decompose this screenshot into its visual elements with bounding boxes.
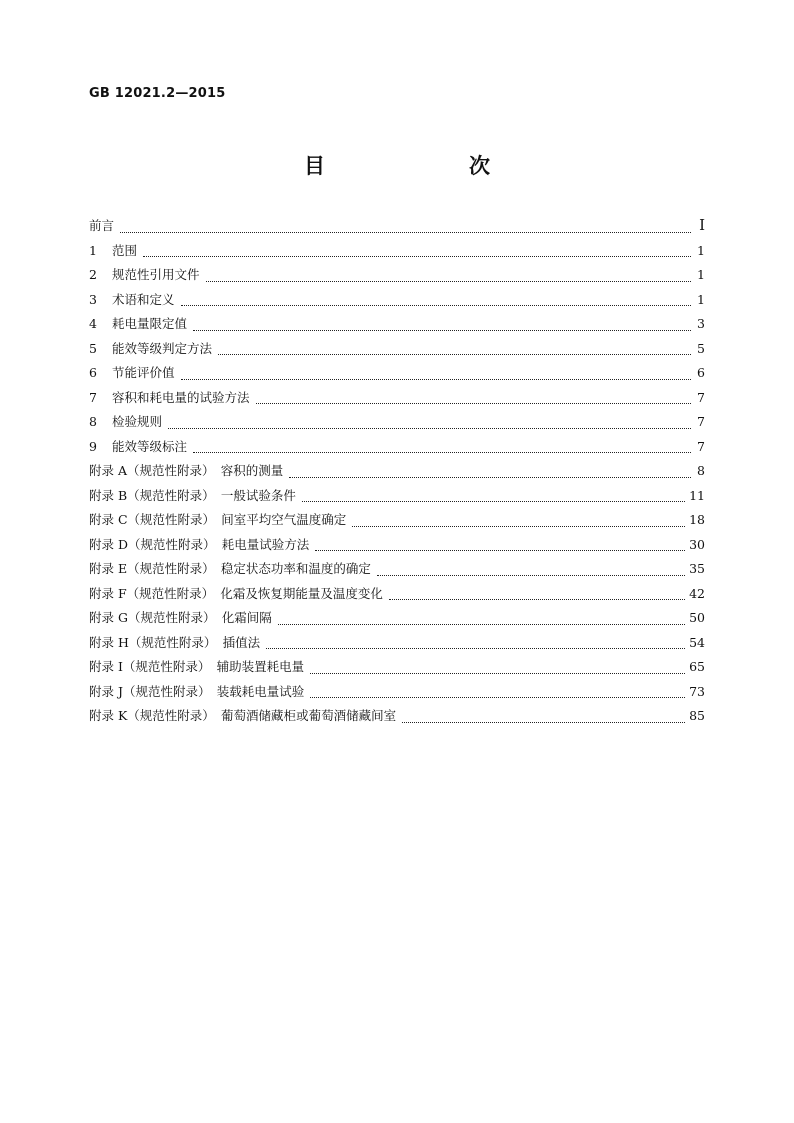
toc-entry-page: 85: [689, 708, 705, 723]
toc-leader-dots: [389, 597, 685, 600]
toc-entry-3[interactable]: [89, 290, 705, 315]
toc-leader-dots: [256, 401, 691, 404]
toc-entry-page: Ⅰ: [699, 216, 705, 234]
toc-leader-dots: [310, 695, 685, 698]
toc-entry-annex-f[interactable]: [89, 584, 705, 609]
toc-entry-page: 1: [697, 267, 705, 282]
toc-entry-number: 3: [89, 291, 97, 307]
toc-entry-label: 容积和耗电量的试验方法: [112, 389, 250, 405]
toc-entry-number: 4: [89, 316, 97, 331]
toc-entry-1[interactable]: [89, 241, 705, 266]
toc-entry-page: 42: [689, 585, 705, 601]
toc-entry-2[interactable]: [89, 265, 705, 290]
toc-leader-dots: [315, 548, 685, 551]
toc-entry-annex-e[interactable]: [89, 559, 705, 584]
toc-entry-label: 附录 G（规范性附录） 化霜间隔: [89, 610, 272, 625]
toc-leader-dots: [377, 573, 685, 576]
toc-entry-page: 18: [689, 512, 705, 527]
toc-entry-label: 附录 I（规范性附录） 辅助装置耗电量: [89, 659, 305, 674]
toc-entry-label: 附录 F（规范性附录） 化霜及恢复期能量及温度变化: [89, 585, 383, 601]
toc-entry-annex-b[interactable]: [89, 486, 705, 511]
toc-entry-page: 7: [697, 438, 705, 454]
toc-leader-dots: [206, 279, 691, 282]
toc-entry-label: 附录 B（规范性附录） 一般试验条件: [89, 487, 296, 503]
toc-entry-6[interactable]: [89, 363, 705, 388]
toc-entry-label: 附录 C（规范性附录） 间室平均空气温度确定: [89, 512, 347, 527]
toc-entry-number: 9: [89, 438, 97, 454]
toc-entry-8[interactable]: [89, 412, 705, 437]
toc-entry-number: 5: [89, 340, 97, 356]
toc-entry-annex-j[interactable]: [89, 682, 705, 707]
toc-leader-dots: [289, 475, 691, 478]
toc-leader-dots: [181, 303, 691, 306]
toc-entry-page: 1: [697, 291, 705, 307]
toc-entry-label: 附录 H（规范性附录） 插值法: [89, 634, 261, 650]
toc-entry-page: 8: [697, 463, 705, 478]
toc-entry-label: 附录 J（规范性附录） 装载耗电量试验: [89, 683, 305, 699]
toc-entry-4[interactable]: [89, 314, 705, 339]
toc-entry-annex-h[interactable]: [89, 633, 705, 658]
toc-entry-number: 2: [89, 267, 97, 282]
toc-leader-dots: [218, 352, 691, 355]
toc-entry-page: 3: [697, 316, 705, 331]
toc-leader-dots: [143, 254, 691, 257]
toc-entry-annex-a[interactable]: [89, 461, 705, 486]
toc-entry-page: 35: [689, 561, 705, 576]
toc-entry-page: 50: [689, 610, 705, 625]
toc-entry-number: 8: [89, 414, 97, 429]
toc-entry-label: 节能评价值: [112, 365, 175, 380]
toc-leader-dots: [278, 622, 685, 625]
toc-entry-label: 术语和定义: [112, 291, 175, 307]
toc-entry-page: 54: [689, 634, 705, 650]
toc-entry-label: 范围: [112, 242, 138, 258]
page-title: 目 次: [304, 154, 524, 178]
toc-leader-dots: [193, 328, 691, 331]
toc-entry-page: 30: [689, 536, 705, 552]
toc-entry-label: 能效等级标注: [112, 438, 188, 454]
toc-entry-label: 附录 K（规范性附录） 葡萄酒储藏柜或葡萄酒储藏间室: [89, 708, 397, 723]
toc-leader-dots: [352, 524, 685, 527]
toc-entry-label: 规范性引用文件: [112, 267, 200, 282]
toc-entry-page: 1: [697, 242, 705, 258]
toc-entry-number: 1: [89, 242, 97, 258]
toc-leader-dots: [310, 671, 685, 674]
toc-entry-page: 5: [697, 340, 705, 356]
toc-entry-7[interactable]: [89, 388, 705, 413]
toc-entry-label: 检验规则: [112, 414, 163, 429]
toc-leader-dots: [120, 230, 691, 233]
toc-entry-annex-c[interactable]: [89, 510, 705, 535]
toc-entry-page: 73: [689, 683, 705, 699]
toc-entry-label: 附录 D（规范性附录） 耗电量试验方法: [89, 536, 310, 552]
toc-entry-annex-i[interactable]: [89, 657, 705, 682]
toc-entry-label: 耗电量限定值: [112, 316, 188, 331]
table-of-contents: [89, 216, 705, 731]
toc-entry-annex-g[interactable]: [89, 608, 705, 633]
toc-entry-annex-k[interactable]: [89, 706, 705, 731]
toc-entry-number: 7: [89, 389, 97, 405]
toc-entry-number: 6: [89, 365, 97, 380]
toc-entry-page: 11: [689, 487, 705, 503]
toc-entry-9[interactable]: [89, 437, 705, 462]
toc-leader-dots: [402, 720, 685, 723]
toc-entry-5[interactable]: [89, 339, 705, 364]
toc-leader-dots: [266, 646, 685, 649]
toc-entry-page: 65: [689, 659, 705, 674]
toc-entry-label: 附录 A（规范性附录） 容积的测量: [89, 463, 284, 478]
toc-entry-foreword[interactable]: [89, 216, 705, 241]
toc-entry-label: 附录 E（规范性附录） 稳定状态功率和温度的确定: [89, 561, 371, 576]
toc-leader-dots: [181, 377, 691, 380]
toc-leader-dots: [193, 450, 691, 453]
toc-entry-page: 6: [697, 365, 705, 380]
toc-entry-label: 能效等级判定方法: [112, 340, 213, 356]
toc-leader-dots: [168, 426, 691, 429]
standard-code: GB 12021.2—2015: [89, 86, 226, 101]
toc-entry-page: 7: [697, 389, 705, 405]
toc-leader-dots: [302, 499, 685, 502]
toc-entry-page: 7: [697, 414, 705, 429]
toc-entry-label: 前言: [89, 218, 115, 233]
toc-entry-annex-d[interactable]: [89, 535, 705, 560]
